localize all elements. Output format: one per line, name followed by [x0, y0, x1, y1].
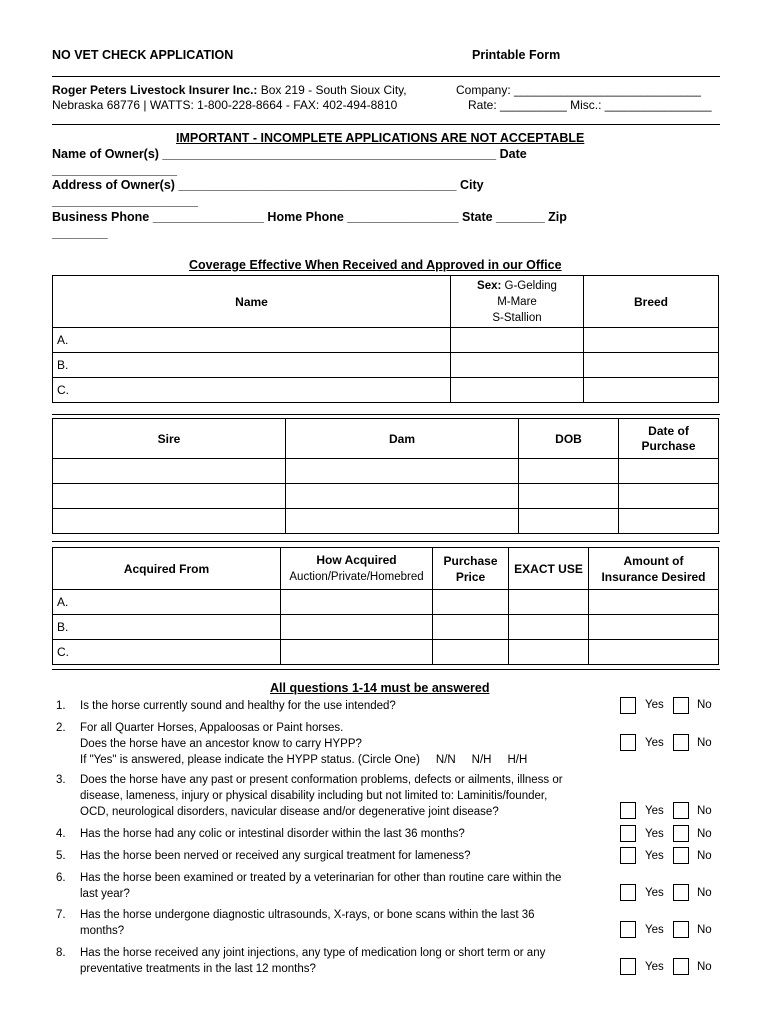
col-sex [451, 276, 584, 328]
sex-stallion: S-Stallion [492, 311, 542, 324]
date-field[interactable]: __________________ [52, 163, 178, 177]
no-checkbox[interactable] [673, 734, 689, 751]
col-name: Name [53, 276, 451, 328]
col-how-acquired: How Acquired Auction/Private/Homebred [281, 548, 433, 590]
yes-label: Yes [645, 887, 664, 899]
col-exact-use: EXACT USE [509, 548, 589, 590]
col-acquired-from: Acquired From [53, 548, 281, 590]
row-label[interactable]: A. [53, 328, 451, 353]
yes-label: Yes [645, 737, 664, 749]
zip-field[interactable]: ________ [52, 226, 108, 240]
yes-checkbox[interactable] [620, 921, 636, 938]
table-row [53, 590, 719, 615]
col-dob: DOB [519, 419, 619, 459]
city-field[interactable]: _____________________ [52, 194, 198, 208]
row-label[interactable]: C. [53, 640, 281, 665]
yes-label: Yes [645, 961, 664, 973]
no-checkbox[interactable] [673, 847, 689, 864]
yes-checkbox[interactable] [620, 958, 636, 975]
yes-checkbox[interactable] [620, 802, 636, 819]
yes-checkbox[interactable] [620, 847, 636, 864]
col-purchase-price: Purchase Price [433, 548, 509, 590]
company-field[interactable]: Company: ____________________________ [456, 83, 701, 97]
yes-checkbox[interactable] [620, 734, 636, 751]
yes-checkbox[interactable] [620, 884, 636, 901]
no-label: No [697, 887, 712, 899]
insurer-line-2: Nebraska 68776 | WATTS: 1-800-228-8664 - FAX: 402-494-8810 [52, 98, 398, 112]
yes-label: Yes [645, 924, 664, 936]
no-label: No [697, 850, 712, 862]
table-row [53, 328, 719, 353]
yes-label: Yes [645, 850, 664, 862]
owner-address-field[interactable]: Address of Owner(s) ________________________________________ City [52, 178, 484, 192]
row-label[interactable]: B. [53, 353, 451, 378]
row-label[interactable]: A. [53, 590, 281, 615]
coverage-caption: Coverage Effective When Received and Approved in our Office [189, 258, 562, 272]
insurer-name: Roger Peters Livestock Insurer Inc.: [52, 83, 258, 97]
sex-cell[interactable] [451, 328, 584, 353]
col-breed: Breed [584, 276, 719, 328]
table-row [53, 509, 719, 534]
yes-label: Yes [645, 828, 664, 840]
sex-mare: M-Mare [497, 295, 537, 308]
yes-label: Yes [645, 699, 664, 711]
yes-label: Yes [645, 805, 664, 817]
table-row [53, 484, 719, 509]
divider [52, 414, 720, 415]
sex-cell[interactable] [451, 378, 584, 403]
col-amount-insurance: Amount of Insurance Desired [589, 548, 719, 590]
table-row [53, 640, 719, 665]
no-checkbox[interactable] [673, 697, 689, 714]
no-label: No [697, 805, 712, 817]
no-label: No [697, 961, 712, 973]
row-label[interactable]: B. [53, 615, 281, 640]
col-dam: Dam [286, 419, 519, 459]
table-row [53, 353, 719, 378]
sex-cell[interactable] [451, 353, 584, 378]
sex-gelding: G-Gelding [504, 279, 557, 292]
no-checkbox[interactable] [673, 884, 689, 901]
breed-cell[interactable] [584, 353, 719, 378]
table-row [53, 615, 719, 640]
no-checkbox[interactable] [673, 825, 689, 842]
yes-checkbox[interactable] [620, 697, 636, 714]
row-label[interactable]: C. [53, 378, 451, 403]
yes-checkbox[interactable] [620, 825, 636, 842]
acquisition-table [52, 547, 719, 665]
breed-cell[interactable] [584, 378, 719, 403]
divider [52, 124, 720, 125]
no-label: No [697, 828, 712, 840]
insurer-address: Box 219 - South Sioux City, [260, 83, 407, 97]
no-checkbox[interactable] [673, 958, 689, 975]
no-label: No [697, 737, 712, 749]
no-label: No [697, 699, 712, 711]
divider [52, 76, 720, 77]
pedigree-table [52, 418, 719, 534]
no-checkbox[interactable] [673, 921, 689, 938]
owner-name-field[interactable]: Name of Owner(s) ________________________________________________ Date [52, 147, 527, 161]
table-row [53, 459, 719, 484]
col-sire: Sire [53, 419, 286, 459]
insurer-line-1 [52, 83, 407, 97]
divider [52, 669, 720, 670]
form-title: NO VET CHECK APPLICATION [52, 48, 234, 62]
horse-name-table [52, 275, 719, 403]
no-checkbox[interactable] [673, 802, 689, 819]
table-row [53, 378, 719, 403]
col-date-of-purchase: Date of Purchase [619, 419, 719, 459]
printable-label: Printable Form [472, 48, 561, 62]
important-notice: IMPORTANT - INCOMPLETE APPLICATIONS ARE NOT ACCEPTABLE [176, 131, 585, 145]
rate-misc-field[interactable]: Rate: __________ Misc.: ________________ [468, 98, 712, 112]
divider [52, 541, 720, 542]
sex-label: Sex: [477, 279, 502, 292]
no-label: No [697, 924, 712, 936]
phone-field[interactable]: Business Phone ________________ Home Phone ________________ State _______ Zip [52, 210, 567, 224]
questions-heading: All questions 1-14 must be answered [270, 681, 490, 695]
breed-cell[interactable] [584, 328, 719, 353]
